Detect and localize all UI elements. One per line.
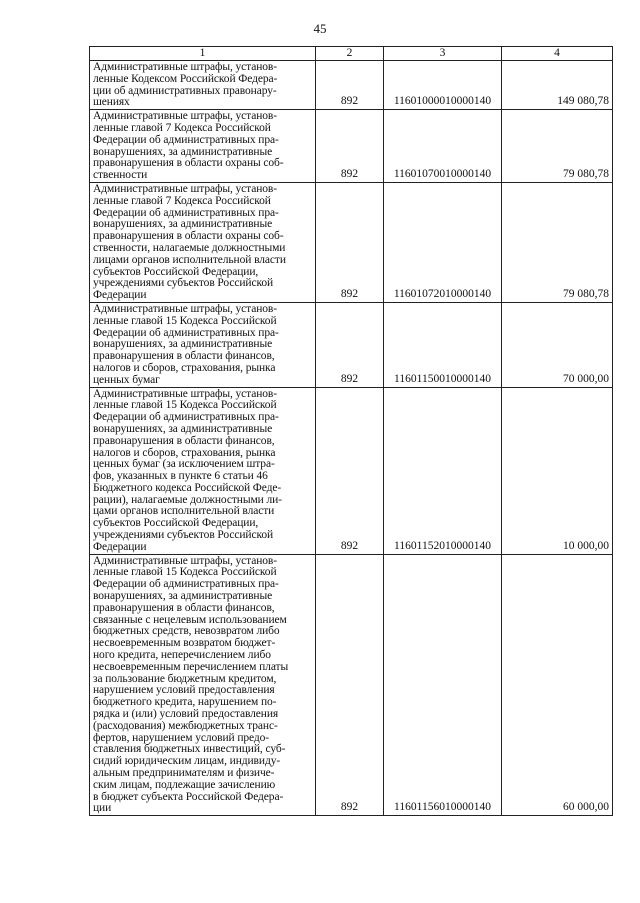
description-line: налогов и сборов, страхования, рынка [93,361,276,374]
description-line: сидий юридическим лицам, индивиду- [93,755,281,768]
page-number: 45 [313,21,327,36]
administrator-code: 892 [316,302,384,387]
description-line: бюджетных средств, невозвратом либо [93,625,280,638]
description-line: ного кредита, неперечислением либо [93,649,271,662]
table-row [90,387,613,554]
description-line: лицами органов исполнительной власти [93,253,286,266]
revenue-description [90,110,316,183]
budget-classification-code: 11601152010000140 [384,387,502,554]
description-line: ставления бюджетных инвестиций, суб- [93,743,286,756]
description-line: Федерации об административных пра- [93,578,279,591]
description-line: Федерации об административных пра- [93,206,279,219]
description-line: шениях [93,96,130,109]
description-line: связанные с нецелевым использованием [93,613,287,626]
description-line: вонарушениях, за административные [93,145,273,158]
description-line: несвоевременным возвратом бюджет- [93,637,276,650]
administrator-code: 892 [316,110,384,183]
table-row [90,182,613,302]
table-row [90,554,613,816]
description-line: правонарушения в области финансов, [93,434,275,447]
description-line: ским лицам, подлежащие зачислению [93,778,276,791]
amount-value: 60 000,00 [502,554,613,816]
description-line: Административные штрафы, установ- [93,110,277,123]
administrator-code: 892 [316,182,384,302]
description-line: субъектов Российской Федерации, [93,265,259,278]
description-line: ленные главой 15 Кодекса Российской [93,314,277,327]
budget-classification-code: 11601156010000140 [384,554,502,816]
description-line: вонарушениях, за административные [93,218,273,231]
budget-classification-code: 11601000010000140 [384,61,502,110]
description-line: фертов, нарушением условий предо- [93,731,270,744]
description-line: Федерации об административных пра- [93,326,279,339]
budget-classification-code: 11601150010000140 [384,302,502,387]
description-line: Бюджетного кодекса Российской Феде- [93,481,282,494]
description-line: ции об административных правонару- [93,84,277,97]
column-number: 4 [502,47,613,61]
description-line: нарушением условий предоставления [93,684,275,697]
description-line: за пользование бюджетным кредитом, [93,672,277,685]
description-line: ственности, налагаемые должностными [93,241,286,254]
description-line: ции [93,802,112,815]
amount-value: 79 080,78 [502,182,613,302]
revenue-description [90,182,316,302]
description-line: ценных бумаг (за исключением штра- [93,458,275,471]
column-number-row [90,47,613,61]
budget-revenue-table [89,46,613,816]
description-line: Административные штрафы, установ- [93,302,277,315]
amount-value: 10 000,00 [502,387,613,554]
description-line: вонарушениях, за административные [93,590,273,603]
amount-value: 149 080,78 [502,61,613,110]
description-line: Административные штрафы, установ- [93,182,277,195]
description-line: правонарушения в области финансов, [93,601,275,614]
description-line: в бюджет субъекта Российской Федера- [93,790,284,803]
description-line: Административные штрафы, установ- [93,554,277,567]
description-line: Федерации [93,289,147,302]
table-row [90,302,613,387]
description-line: вонарушениях, за административные [93,338,273,351]
description-line: ленные главой 7 Кодекса Российской [93,194,271,207]
column-number: 3 [384,47,502,61]
description-line: учреждениями субъектов Российской [93,529,274,542]
description-line: альным предпринимателям и физиче- [93,767,275,780]
description-line: Федерации об административных пра- [93,411,279,424]
column-number: 1 [90,47,316,61]
amount-value: 79 080,78 [502,110,613,183]
description-line: ценных бумаг [93,373,160,386]
description-line: цами органов исполнительной власти [93,505,275,518]
revenue-description [90,61,316,110]
description-line: (расходования) межбюджетных транс- [93,719,278,732]
description-line: ленные главой 15 Кодекса Российской [93,399,277,412]
column-number: 2 [316,47,384,61]
description-line: учреждениями субъектов Российской [93,277,274,290]
description-line: ственности [93,169,148,182]
description-line: Административные штрафы, установ- [93,61,277,73]
description-line: правонарушения в области охраны соб- [93,230,284,243]
description-line: ленные Кодексом Российской Федера- [93,72,278,85]
table-row [90,61,613,110]
revenue-description [90,387,316,554]
description-line: налогов и сборов, страхования, рынка [93,446,276,459]
description-line: рации), налагаемые должностными ли- [93,493,282,506]
description-line: субъектов Российской Федерации, [93,517,259,530]
description-line: фов, указанных в пункте 6 статьи 46 [93,470,268,483]
table-row [90,110,613,183]
description-line: бюджетного кредита, нарушением по- [93,696,277,709]
budget-classification-code: 11601072010000140 [384,182,502,302]
description-line: рядка и (или) условий предоставления [93,708,279,721]
budget-classification-code: 11601070010000140 [384,110,502,183]
administrator-code: 892 [316,554,384,816]
revenue-description [90,554,316,816]
description-line: Федерации [93,540,147,553]
description-line: Административные штрафы, установ- [93,387,277,400]
description-line: правонарушения в области финансов, [93,350,275,363]
description-line: вонарушениях, за административные [93,422,273,435]
administrator-code: 892 [316,61,384,110]
description-line: несвоевременным перечислением платы [93,660,289,673]
revenue-description [90,302,316,387]
description-line: Федерации об административных пра- [93,133,279,146]
description-line: ленные главой 15 Кодекса Российской [93,566,277,579]
administrator-code: 892 [316,387,384,554]
description-line: ленные главой 7 Кодекса Российской [93,121,271,134]
amount-value: 70 000,00 [502,302,613,387]
description-line: правонарушения в области охраны соб- [93,157,284,170]
